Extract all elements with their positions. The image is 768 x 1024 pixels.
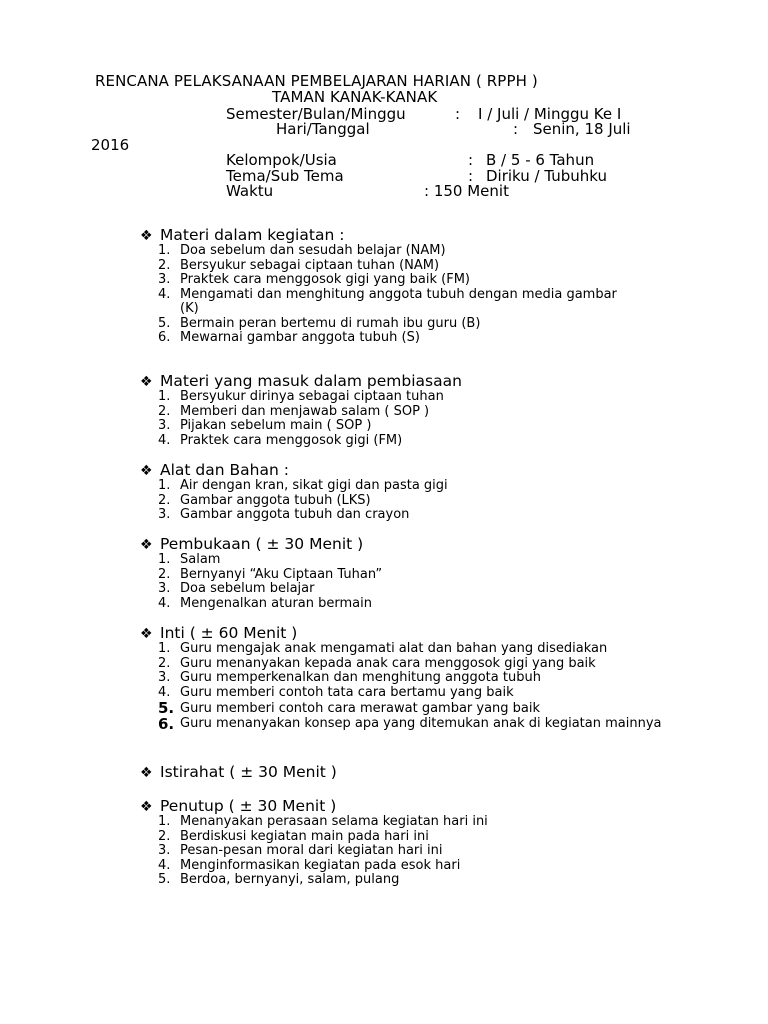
list-item: 1. Doa sebelum dan sesudah belajar (NAM)	[158, 243, 446, 258]
list-item: 2. Memberi dan menjawab salam ( SOP )	[158, 403, 430, 419]
hari-value: Senin, 18 Juli	[533, 120, 631, 138]
list-pembukaan	[158, 553, 718, 611]
list-item: 1. Guru mengajak anak mengamati alat dan bahan yang disediakan	[158, 641, 608, 656]
list-item: 3. Guru memperkenalkan dan menghitung anggota tubuh	[158, 670, 541, 685]
list-item: 2. Gambar anggota tubuh (LKS)	[158, 492, 371, 508]
section-heading-text: Materi dalam kegiatan :	[160, 226, 345, 244]
waktu-value: : 150 Menit	[424, 182, 509, 200]
diamond-bullet-icon: ❖	[140, 463, 153, 479]
section-heading-pembukaan	[140, 535, 363, 553]
section-heading-text: Pembukaan ( ± 30 Menit )	[160, 535, 364, 553]
list-item: 6. Guru menanyakan konsep apa yang ditemukan anak di kegiatan mainnya	[158, 715, 662, 733]
document-subtitle: TAMAN KANAK-KANAK	[272, 88, 438, 106]
diamond-bullet-icon: ❖	[140, 228, 153, 244]
list-item: 6. Mewarnai gambar anggota tubuh (S)	[158, 330, 420, 345]
list-item: 1. Salam	[158, 552, 221, 567]
document-title: RENCANA PELAKSANAAN PEMBELAJARAN HARIAN ( RPPH )	[95, 72, 538, 90]
list-item: 3. Gambar anggota tubuh dan crayon	[158, 507, 410, 522]
section-heading-text: Istirahat ( ± 30 Menit )	[160, 763, 337, 781]
list-item: 5. Berdoa, bernyanyi, salam, pulang	[158, 872, 400, 887]
list-item: 5. Guru memberi contoh cara merawat gambar yang baik	[158, 699, 541, 717]
section-heading-text: Alat dan Bahan :	[160, 461, 289, 479]
list-alat	[158, 479, 718, 523]
list-item: 3. Pesan-pesan moral dari kegiatan hari ini	[158, 843, 443, 858]
list-item: 4. Menginformasikan kegiatan pada esok hari	[158, 857, 461, 873]
list-materi	[158, 244, 718, 346]
semester-label: Semester/Bulan/Minggu	[226, 105, 406, 123]
list-penutup	[158, 815, 718, 888]
list-item: 5. Bermain peran bertemu di rumah ibu guru (B)	[158, 315, 481, 331]
kelompok-value: B / 5 - 6 Tahun	[486, 151, 595, 169]
list-item: 4. Guru memberi contoh tata cara bertamu yang baik	[158, 684, 514, 700]
list-item: 2. Guru menanyakan kepada anak cara menggosok gigi yang baik	[158, 655, 596, 671]
section-heading-inti	[140, 624, 297, 642]
kelompok-label: Kelompok/Usia	[226, 151, 337, 169]
section-heading-materi	[140, 226, 344, 244]
list-item: 1. Air dengan kran, sikat gigi dan pasta gigi	[158, 478, 448, 493]
diamond-bullet-icon: ❖	[140, 626, 153, 642]
section-heading-text: Inti ( ± 60 Menit )	[160, 624, 298, 642]
section-heading-text: Materi yang masuk dalam pembiasaan	[160, 372, 462, 390]
hari-colon: :	[513, 120, 519, 138]
list-item: 3. Doa sebelum belajar	[158, 581, 315, 596]
diamond-bullet-icon: ❖	[140, 799, 153, 815]
section-heading-pembiasaan	[140, 372, 462, 390]
section-heading-text: Penutup ( ± 30 Menit )	[160, 797, 337, 815]
list-item: 1. Menanyakan perasaan selama kegiatan hari ini	[158, 814, 488, 829]
list-item: 1. Bersyukur dirinya sebagai ciptaan tuhan	[158, 389, 444, 404]
kelompok-colon: :	[468, 151, 474, 169]
list-item: 3. Pijakan sebelum main ( SOP )	[158, 418, 372, 433]
diamond-bullet-icon: ❖	[140, 765, 153, 781]
section-heading-penutup	[140, 797, 336, 815]
list-item: 2. Berdiskusi kegiatan main pada hari ini	[158, 828, 429, 844]
list-item: 2. Bersyukur sebagai ciptaan tuhan (NAM)	[158, 257, 440, 273]
list-inti	[158, 642, 718, 732]
waktu-label: Waktu	[226, 182, 274, 200]
list-item: 2. Bernyanyi “Aku Ciptaan Tuhan”	[158, 566, 383, 582]
semester-colon: :	[455, 105, 461, 123]
diamond-bullet-icon: ❖	[140, 374, 153, 390]
tema-value: Diriku / Tubuhku	[486, 167, 608, 185]
semester-value: I / Juli / Minggu Ke I	[478, 105, 622, 123]
hari-year: 2016	[91, 136, 130, 154]
diamond-bullet-icon: ❖	[140, 537, 153, 553]
list-pembiasaan	[158, 390, 718, 448]
list-item: 4. Praktek cara menggosok gigi (FM)	[158, 432, 403, 448]
section-heading-alat	[140, 461, 289, 479]
list-item: 4. Mengenalkan aturan bermain	[158, 595, 372, 611]
tema-colon: :	[468, 167, 474, 185]
list-item: 3. Praktek cara menggosok gigi yang baik (FM)	[158, 272, 470, 287]
section-heading-istirahat	[140, 763, 337, 781]
list-item: 4. Mengamati dan menghitung anggota tubuh dengan media gambar (K)	[158, 286, 617, 316]
tema-label: Tema/Sub Tema	[226, 167, 344, 185]
hari-label: Hari/Tanggal	[276, 120, 370, 138]
